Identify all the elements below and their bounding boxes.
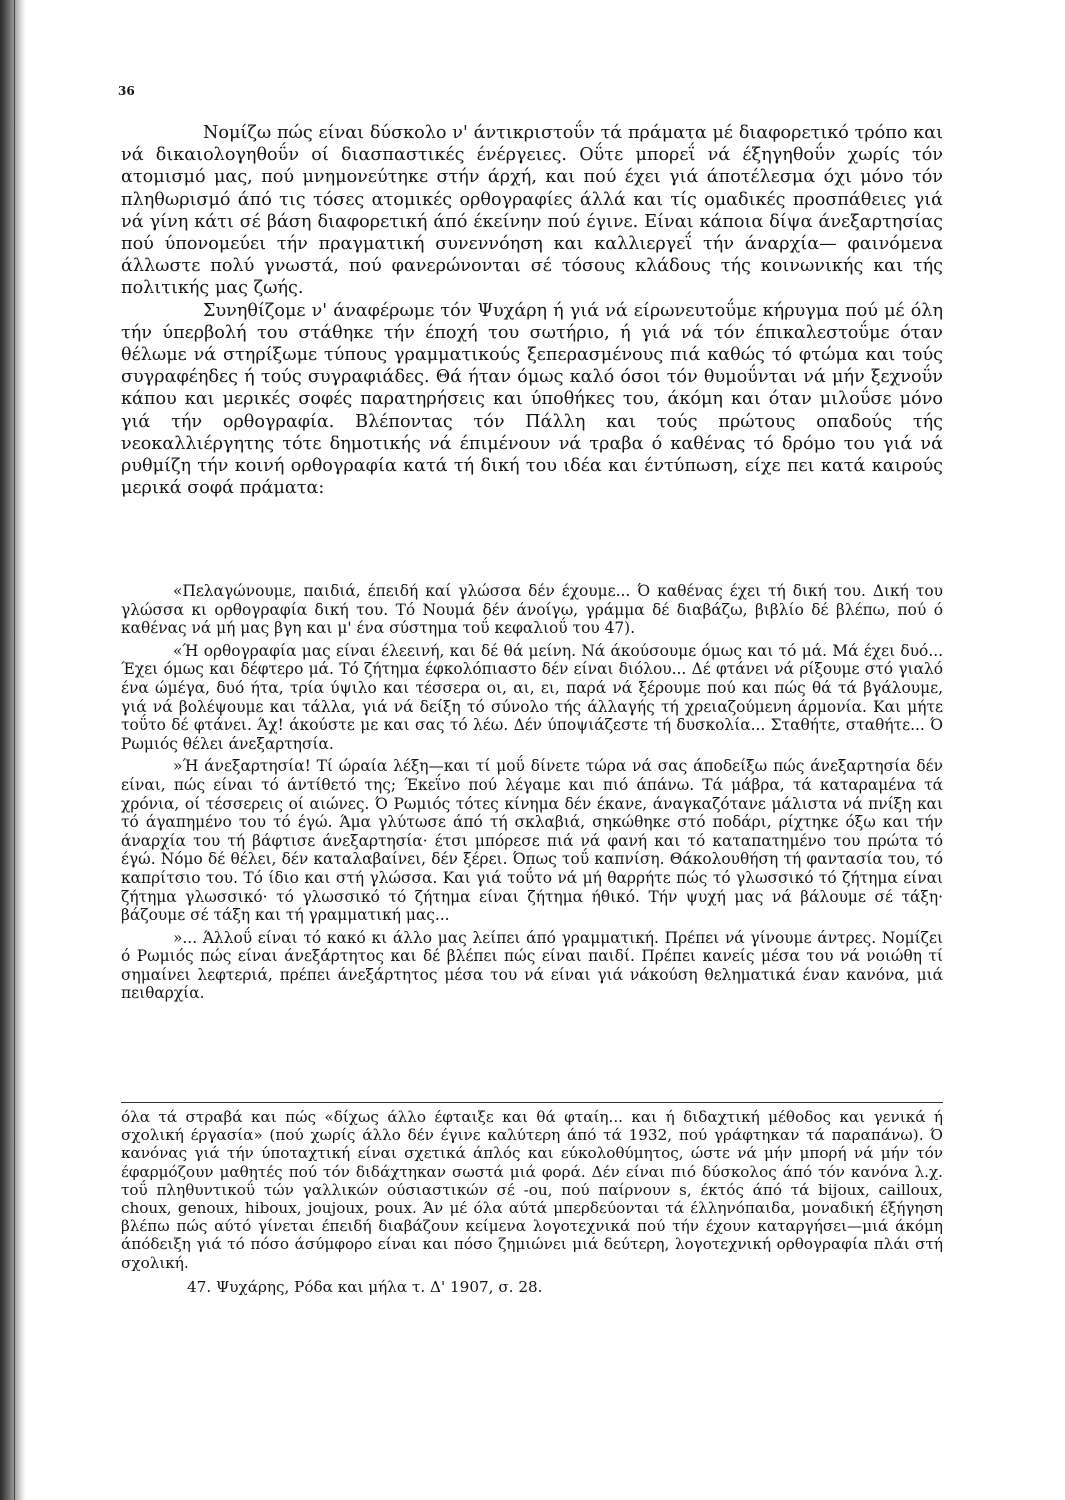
footnotes-section xyxy=(121,1108,943,1296)
footnote-47: 47. Ψυχάρης, Ρόδα και μήλα τ. Δ' 1907, σ. 28. xyxy=(187,1277,543,1296)
page-number: 36 xyxy=(118,84,135,98)
quote-paragraph: »... Άλλοΰ είναι τό κακό κι άλλο μας λείπει άπό γραμματική. Πρέπει νά γίνουμε άντρες. Νομίζει ό Ρωμιός πώς είναι άνεξάρτητος και δέ βλέπει πώς είναι παιδί. Πρέπει κανείς μέσα του νά νοιώθη τί σημαίνει λεφτεριά, πρέπει άνεξάρτητος μέσα του νά είναι γιά νάκούση θεληματικά έναν κανόνα, μιά πειθαρχία. xyxy=(121,928,943,1003)
quoted-passage xyxy=(121,582,943,1007)
footnote-continuation: όλα τά στραβά και πώς «δίχως άλλο έφταιξε και θά φταίη... και ή διδαχτική μέθοδος και γενικά ή σχολική έργασία» (πού χωρίς άλλο δέν έγινε καλύτερη άπό τά 1932, πού γράφτηκαν τά παραπάνω). Ό κανόνας γιά τήν ύποταχτική είναι σχετικά άπλός και εύκολοθύμητος, ώστε νά μήν μπορή νά μήν τόν έφαρμόζουν μαθητές πού τόν διδάχτηκαν σωστά μιά φορά. Δέν είναι πιό δύσκολος άπό τόν κανόνα λ.χ. τοΰ πληθυντικοΰ τών γαλλικών ούσιαστικών σέ -ou, πού παίρνουν s, έκτός άπό τά bijoux, cailloux, choux, genoux, hiboux, joujoux, poux. Άν μέ όλα αύτά μπερδεύονται τά έλληνόπαιδα, μοναδική έξήγηση βλέπω πώς αύτό γίνεται έπειδή διαβάζουν κείμενα λογοτεχνικά πού τήν έχουν καταργήσει—μιά άκόμη άπόδειξη γιά τό πόσο άσύμφορο είναι και πόσο ζημιώνει μιά δεύτερη, λογοτεχνική ορθογραφία πλάι στή σχολική. xyxy=(121,1108,943,1272)
footnote-divider xyxy=(121,1102,943,1103)
binding-edge-line xyxy=(14,0,15,1500)
book-spine-shadow xyxy=(0,0,26,1500)
quote-paragraph: »Ή άνεξαρτησία! Τί ώραία λέξη—και τί μοΰ δίνετε τώρα νά σας άποδείξω πώς άνεξαρτησία δέν είναι, πώς είναι τό άντίθετό της; Έκεΐνο πού λέγαμε και πιό άπάνω. Τά μάβρα, τά καταραμένα τά χρόνια, οί τέσσερεις οί αιώνες. Ό Ρωμιός τότες κίνημα δέν έκανε, άναγκαζότανε μάλιστα νά πνίξη και τό άγαπημένο του τό έγώ. Άμα γλύτωσε άπό τή σκλαβιά, σηκώθηκε στό ποδάρι, ρίχτηκε όξω και τήν άναρχία του τή βάφτισε άνεξαρτησία· έτσι μπόρεσε πιά νά φανή και τό καταπατημένο του πρώτα τό έγώ. Νόμο δέ θέλει, δέν καταλαβαίνει, δέν ξέρει. Όπως τοΰ καπνίση. Θάκολουθήση τή φαντασία του, τό καπρίτσιο του. Τό ίδιο και στή γλώσσα. Και γιά τοΰτο νά μή θαρρήτε πώς τό γλωσσικό τό ζήτημα είναι ζήτημα γλωσσικό· τό γλωσσικό τό ζήτημα είναι ζήτημα ήθικό. Τήν ψυχή μας νά βάλουμε σέ τάξη· βάζουμε σέ τάξη και τή γραμματική μας... xyxy=(121,757,943,925)
body-paragraph: Νομίζω πώς είναι δύσκολο ν' άντικριστοΰν τά πράματα μέ διαφορετικό τρόπο και νά δικαιολογηθοΰν οί διασπαστικές ένέργειες. Οΰτε μπορεΐ νά έξηγηθοΰν χωρίς τόν ατομισμό μας, πού μνημονεύτηκε στήν άρχή, και πού έχει γιά άποτέλεσμα όχι μόνο τόν πληθωρισμό άπό τις τόσες ατομικές ορθογραφίες άλλά και τίς ομαδικές προσπάθειες γιά νά γίνη κάτι σέ βάση διαφορετική άπό έκείνην πού έγινε. Είναι κάποια δίψα άνεξαρτησίας πού ύπονομεύει τήν πραγματική συνεννόηση και καλλιεργεΐ τήν άναρχία— φαινόμενα άλλωστε πολύ γνωστά, πού φανερώνονται σέ τόσους κλάδους τής κοινωνικής και τής πολιτικής μας ζωής. xyxy=(121,123,943,299)
main-body-text xyxy=(121,122,943,499)
quote-paragraph: «Ή ορθογραφία μας είναι έλεεινή, και δέ θά μείνη. Νά άκούσουμε όμως και τό μά. Μά έχει δυό... Έχει όμως και δέφτερο μά. Τό ζήτημα έφκολόπιαστο δέν είναι διόλου... Δέ φτάνει νά ρίξουμε στό γιαλό ένα ώμέγα, δυό ήτα, τρία ύψιλο και τέσσερα οι, αι, ει, παρά νά ξέρουμε πού και πώς θά τά βγάλουμε, γιά νά βολέψουμε και τάλλα, γιά νά δείξη τό σύνολο τής άλλαγής τή χρειαζούμενη άρμονία. Και μήτε τοΰτο δέ φτάνει. Άχ! άκούστε με και σας τό λέω. Δέν ύποψιάζεστε τή δυσκολία... Σταθήτε, σταθήτε... Ό Ρωμιός θέλει άνεξαρτησία. xyxy=(121,641,943,753)
quote-paragraph: «Πελαγώνουμε, παιδιά, έπειδή καί γλώσσα δέν έχουμε... Ό καθένας έχει τή δική του. Δική του γλώσσα κι ορθογραφία δική του. Τό Νουμά δέν άνοίγω, γράμμα δέ διαβάζω, βιβλίο δέ βλέπω, πού ό καθένας νά μή μας βγη και μ' ένα σύστημα τοΰ κεφαλιοΰ του 47). xyxy=(121,582,943,638)
body-paragraph: Συνηθίζομε ν' άναφέρωμε τόν Ψυχάρη ή γιά νά είρωνευτοΰμε κήρυγμα πού μέ όλη τήν ύπερβολή του στάθηκε τήν έποχή του σωτήριο, ή γιά νά τόν έπικαλεστοΰμε όταν θέλωμε νά στηρίξωμε τύπους γραμματικούς ξεπερασμένους πιά καθώς τό φτώμα και τούς συγραφέηδες ή τούς συγραφιάδες. Θά ήταν όμως καλό όσοι τόν θυμοΰνται νά μήν ξεχνοΰν κάπου και μερικές σοφές παρατηρήσεις και ύποθήκες του, άκόμη και όταν μιλοΰσε μόνο γιά τήν ορθογραφία. Βλέποντας τόν Πάλλη και τούς πρώτους οπαδούς τής νεοκαλλιέργητης τότε δημοτικής νά έπιμένουν νά τραβα ό καθένας τό δρόμο του γιά νά ρυθμίζη τήν κοινή ορθογραφία κατά τή δική του ιδέα και έντύπωση, είχε πει κατά καιρούς μερικά σοφά πράματα: xyxy=(121,300,943,499)
